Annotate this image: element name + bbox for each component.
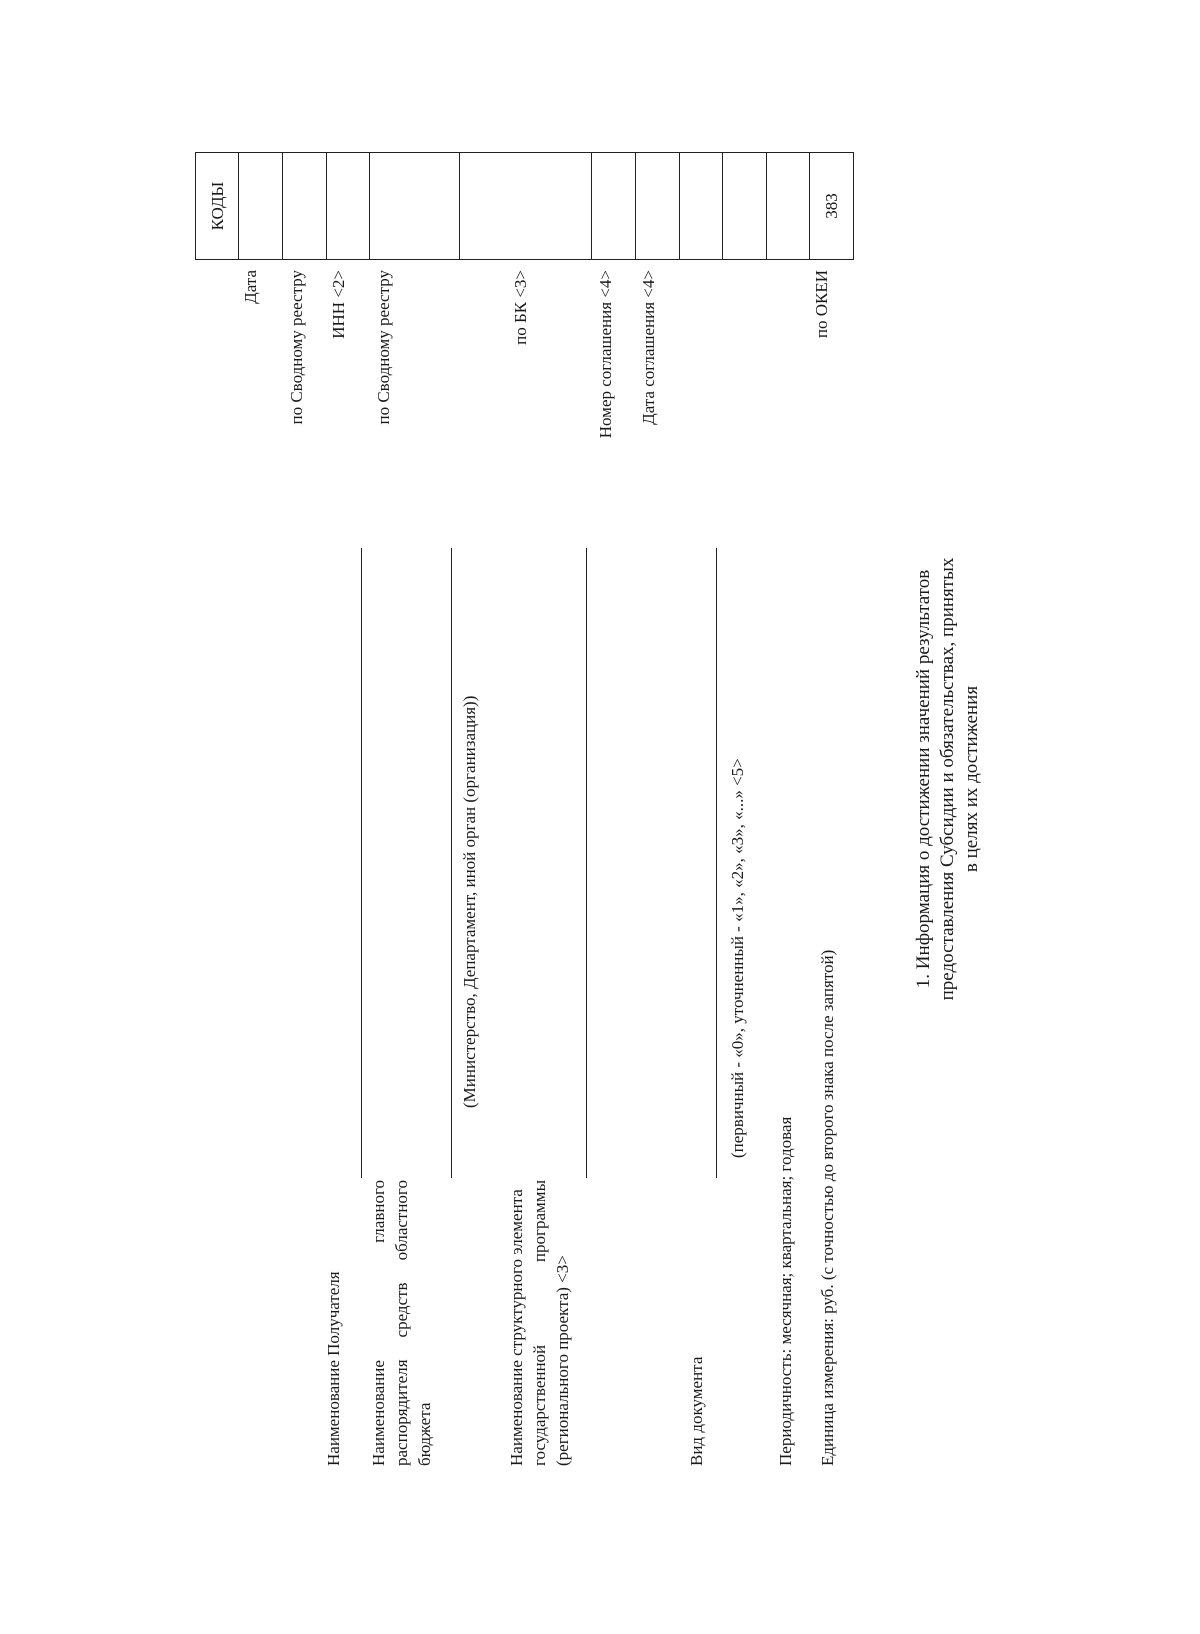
svod-reestr-label-1: по Сводному реестру <box>287 270 306 425</box>
document-type-underline <box>716 548 717 1178</box>
organ-type-caption: (Министерство, Департамент, иной орган (организация)) <box>460 695 479 1108</box>
unit-of-measure-label: Единица измерения: руб. (с точностью до второго знака после запятой) <box>818 949 837 1466</box>
section-title-line-1: 1. Информация о достижении значений результатов <box>913 569 934 989</box>
document-type-label: Вид документа <box>687 1356 706 1466</box>
date-label: Дата <box>241 270 260 304</box>
po-bk-label: по БК <3> <box>511 270 530 345</box>
structural-element-line-3: (регионального проекта) <3> <box>553 1255 572 1466</box>
recipient-name-underline <box>361 548 362 1178</box>
agreement-date-label: Дата соглашения <4> <box>639 270 658 425</box>
code-cell-inn <box>326 153 369 259</box>
chief-administrator-line-3: бюджета <box>415 1402 434 1466</box>
codes-table <box>195 152 854 260</box>
structural-element-label <box>505 1180 574 1466</box>
code-cell-agreement-number <box>591 153 635 259</box>
code-cell-po-bk <box>459 153 591 259</box>
code-cell-date <box>238 153 282 259</box>
inn-label: ИНН <2> <box>329 270 348 339</box>
code-cell-agreement-date <box>635 153 679 259</box>
structural-element-line-2: государственной программы <box>530 1180 549 1466</box>
code-cell-svod-reestr-1 <box>282 153 326 259</box>
document-type-caption: (первичный - «0», уточненный - «1», «2», «3», «...» <5> <box>728 758 747 1158</box>
chief-administrator-label <box>367 1180 436 1466</box>
section-title-line-2: предоставления Субсидии и обязательствах, принятых <box>937 557 958 1001</box>
svod-reestr-label-2: по Сводному реестру <box>374 270 393 425</box>
po-okei-label: по ОКЕИ <box>812 270 831 339</box>
chief-administrator-underline <box>451 548 452 1178</box>
codes-header: КОДЫ <box>207 181 227 231</box>
code-cell-blank-2 <box>722 153 766 259</box>
agreement-number-label: Номер соглашения <4> <box>596 270 615 439</box>
periodicity-label: Периодичность: месячная; квартальная; годовая <box>776 1116 795 1466</box>
section-title-line-3: в целях их достижения <box>961 685 982 873</box>
chief-administrator-line-2: распорядителя средств областного <box>392 1180 411 1466</box>
code-cell-blank-1 <box>679 153 722 259</box>
structural-element-underline <box>586 548 587 1178</box>
recipient-name-label: Наименование Получателя <box>324 1271 343 1466</box>
section-title <box>912 484 984 1074</box>
chief-administrator-line-1: Наименование главного <box>369 1180 388 1466</box>
code-cell-svod-reestr-2 <box>369 153 459 259</box>
code-cell-okei: 383 <box>809 153 853 259</box>
code-cell-blank-3 <box>766 153 809 259</box>
structural-element-line-1: Наименование структурного элемента <box>507 1189 526 1466</box>
